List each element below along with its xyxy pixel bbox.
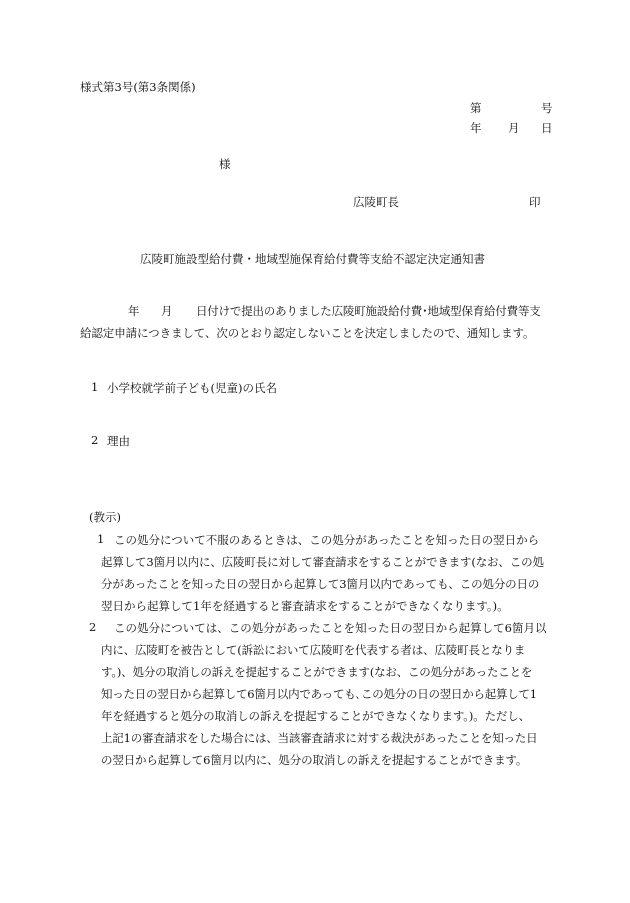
instruction-2-line-2: 内に、広陵町を被告として(訴訟において広陵町を代表する者は、広陵町長となりま xyxy=(101,643,526,657)
instruction-2-line-5: 年を経過すると処分の取消しの訴えを提起することができなくなります。)。ただし、 xyxy=(101,709,530,723)
instruction-2-line-6: 上記1の審査請求をした場合には、当該審査請求に対する裁決があったことを知った日 xyxy=(101,731,538,745)
body-line1: 日付けで提出のありました広陵町施設給付費･地域型保育給付費等支 xyxy=(196,304,541,318)
instruction-2-num: 2 xyxy=(89,620,97,634)
date-day: 日 xyxy=(541,121,553,135)
instruction-1-line-1: この処分について不服のあるときは、この処分があったことを知った日の翌日から xyxy=(114,533,540,547)
ref-number-suffix: 号 xyxy=(541,101,553,115)
body-line2: 給認定申請につきまして、次のとおり認定しないことを決定しましたので、通知します。 xyxy=(80,326,535,340)
body-month: 月 xyxy=(161,304,173,318)
instruction-2-line-7: の翌日から起算して6箇月以内に、処分の取消しの訴えを提起することができます。 xyxy=(101,753,528,767)
sender-name: 広陵町長 xyxy=(353,195,399,209)
instruction-heading: (教示) xyxy=(89,510,121,524)
instruction-2-line-3: す。)、処分の取消しの訴えを提起することができます(なお、この処分があったことを xyxy=(101,665,533,679)
item-1-num: 1 xyxy=(91,380,99,394)
instruction-1-num: 1 xyxy=(97,532,105,546)
item-1-label: 小学校就学前子ども(児童)の氏名 xyxy=(107,381,277,395)
instruction-1-line-4: 翌日から起算して1年を経過すると審査請求をすることができなくなります。)。 xyxy=(101,599,509,613)
form-label: 様式第3号(第3条関係) xyxy=(80,80,196,94)
item-2-label: 理由 xyxy=(107,434,130,448)
instruction-1-line-3: 分があったことを知った日の翌日から起算して3箇月以内であっても、この処分の日の xyxy=(101,577,540,591)
item-2-num: 2 xyxy=(91,433,99,447)
date-month: 月 xyxy=(508,121,520,135)
instruction-2-line-4: 知った日の翌日から起算して6箇月以内であっても､この処分の日の翌日から起算して1 xyxy=(101,687,537,701)
document-title: 広陵町施設型給付費・地域型施保育給付費等支給不認定決定通知書 xyxy=(140,252,485,266)
body-year: 年 xyxy=(128,304,140,318)
instruction-2-line-1: この処分については、この処分があったことを知った日の翌日から起算して6箇月以 xyxy=(114,621,547,635)
addressee-honorific: 様 xyxy=(219,157,231,171)
date-year: 年 xyxy=(470,121,482,135)
instruction-1-line-2: 起算して3箇月以内に、広陵町長に対して審査請求をすることができます(なお、この処 xyxy=(101,555,544,569)
sender-seal: 印 xyxy=(529,195,541,209)
ref-number-label: 第 xyxy=(470,101,482,115)
